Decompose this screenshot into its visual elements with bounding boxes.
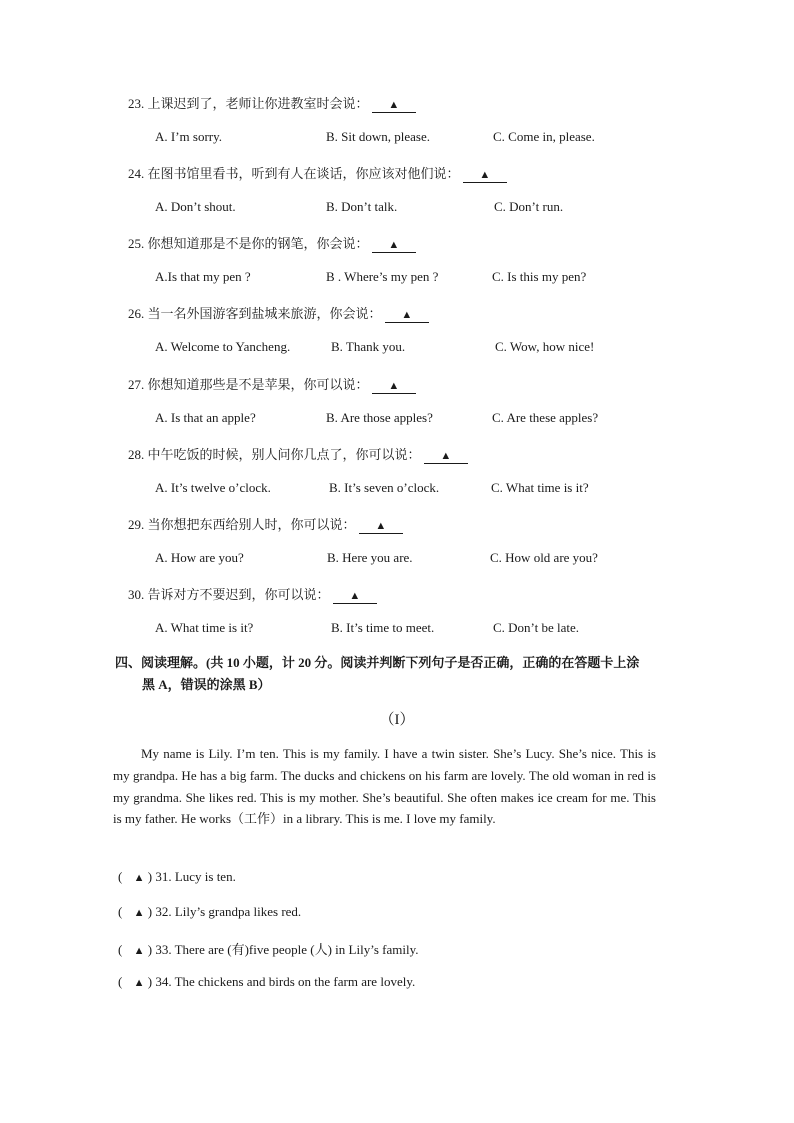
question-prompt: 告诉对方不要迟到，你可以说： xyxy=(147,587,330,602)
answer-blank[interactable] xyxy=(359,518,403,534)
question-28 xyxy=(128,444,468,464)
triangle-mark: ▲ xyxy=(388,99,400,111)
option-c: C. Come in, please. xyxy=(493,129,595,144)
section-heading-line-1: 四、阅读理解。(共 10 小题，计 20 分。阅读并判断下列句子是否正确，正确的在答题卡上涂 xyxy=(115,655,640,670)
triangle-mark: ▲ xyxy=(401,309,413,321)
question-number: 25. xyxy=(128,236,145,251)
question-23 xyxy=(128,93,416,113)
judge-text: ) 33. There are (有)five people (人) in Lily’s family. xyxy=(147,942,419,957)
triangle-mark: ▲ xyxy=(349,590,361,602)
judge-text: ) 31. Lucy is ten. xyxy=(147,869,236,884)
question-number: 27. xyxy=(128,377,145,392)
option-c: C. Don’t run. xyxy=(494,199,564,214)
option-c: C. What time is it? xyxy=(491,480,589,495)
question-number: 24. xyxy=(128,166,145,181)
question-number: 26. xyxy=(128,306,145,321)
question-prompt: 中午吃饭的时候，别人问你几点了，你可以说： xyxy=(147,447,421,462)
option-c: C. Are these apples? xyxy=(492,410,599,425)
option-b: B. It’s seven o’clock. xyxy=(329,480,440,495)
answer-blank[interactable] xyxy=(372,378,416,394)
paren-open: ( xyxy=(118,904,123,919)
judge-item-31 xyxy=(118,869,236,885)
answer-blank[interactable] xyxy=(463,167,507,183)
option-b: B. It’s time to meet. xyxy=(331,620,435,635)
question-prompt: 在图书馆里看书，听到有人在谈话，你应该对他们说： xyxy=(147,166,460,181)
option-b: B. Here you are. xyxy=(327,550,413,565)
option-b: B . Where’s my pen ? xyxy=(326,269,439,284)
option-c: C. Is this my pen? xyxy=(492,269,587,284)
question-prompt: 上课迟到了，老师让你进教室时会说： xyxy=(147,96,369,111)
option-a: A. What time is it? xyxy=(155,620,254,635)
option-b: B. Sit down, please. xyxy=(326,129,430,144)
question-prompt: 你想知道那是不是你的钢笔，你会说： xyxy=(147,236,369,251)
triangle-mark: ▲ xyxy=(388,380,400,392)
option-c: C. Wow, how nice! xyxy=(495,339,595,354)
reading-passage: My name is Lily. I’m ten. This is my family. I have a twin sister. She’s Lucy. She’s nice. This is my grandpa. He has a big farm. The ducks and chickens on his farm are lovely. The old woman in red is my grandma. She likes red. This is my mother. She’s beautiful. She often makes ice cream for me. This is my father. He works（工作）in a library. This is me. I love my family. xyxy=(113,746,656,827)
judge-item-33 xyxy=(118,939,418,958)
answer-mark[interactable]: ▲ xyxy=(133,907,145,919)
triangle-mark: ▲ xyxy=(375,520,387,532)
question-prompt: 你想知道那些是不是苹果，你可以说： xyxy=(147,377,369,392)
answer-blank[interactable] xyxy=(333,588,377,604)
option-a: A.Is that my pen ? xyxy=(155,269,251,284)
option-a: A. Welcome to Yancheng. xyxy=(155,339,291,354)
option-c: C. Don’t be late. xyxy=(493,620,580,635)
answer-blank[interactable] xyxy=(385,307,429,323)
judge-text: ) 32. Lily’s grandpa likes red. xyxy=(147,904,302,919)
option-a: A. I’m sorry. xyxy=(155,129,223,144)
question-27 xyxy=(128,374,416,394)
question-30 xyxy=(128,584,377,604)
option-a: A. Is that an apple? xyxy=(155,410,256,425)
triangle-mark: ▲ xyxy=(388,239,400,251)
question-prompt: 当你想把东西给别人时，你可以说： xyxy=(147,517,356,532)
option-b: B. Thank you. xyxy=(331,339,406,354)
answer-blank[interactable] xyxy=(372,237,416,253)
answer-mark[interactable]: ▲ xyxy=(133,977,145,989)
answer-mark[interactable]: ▲ xyxy=(133,872,145,884)
question-29 xyxy=(128,514,403,534)
option-a: A. Don’t shout. xyxy=(155,199,236,214)
option-b: B. Are those apples? xyxy=(326,410,433,425)
question-number: 29. xyxy=(128,517,145,532)
option-a: A. It’s twelve o’clock. xyxy=(155,480,271,495)
section-heading xyxy=(115,652,685,696)
question-26 xyxy=(128,303,429,323)
question-prompt: 当一名外国游客到盐城来旅游，你会说： xyxy=(147,306,382,321)
question-number: 30. xyxy=(128,587,145,602)
paren-open: ( xyxy=(118,974,123,989)
question-24 xyxy=(128,163,507,183)
question-number: 23. xyxy=(128,96,145,111)
option-c: C. How old are you? xyxy=(490,550,598,565)
triangle-mark: ▲ xyxy=(440,450,452,462)
triangle-mark: ▲ xyxy=(479,169,491,181)
section-heading-line-2: 黑 A，错误的涂黑 B） xyxy=(142,677,271,692)
judge-item-34 xyxy=(118,974,415,990)
question-number: 28. xyxy=(128,447,145,462)
judge-text: ) 34. The chickens and birds on the farm are lovely. xyxy=(147,974,416,989)
option-b: B. Don’t talk. xyxy=(326,199,398,214)
answer-blank[interactable] xyxy=(372,97,416,113)
answer-mark[interactable]: ▲ xyxy=(133,945,145,957)
paren-open: ( xyxy=(118,869,123,884)
judge-item-32 xyxy=(118,904,301,920)
option-a: A. How are you? xyxy=(155,550,244,565)
passage-title: （I） xyxy=(379,712,415,728)
question-25 xyxy=(128,233,416,253)
paren-open: ( xyxy=(118,942,123,957)
answer-blank[interactable] xyxy=(424,448,468,464)
